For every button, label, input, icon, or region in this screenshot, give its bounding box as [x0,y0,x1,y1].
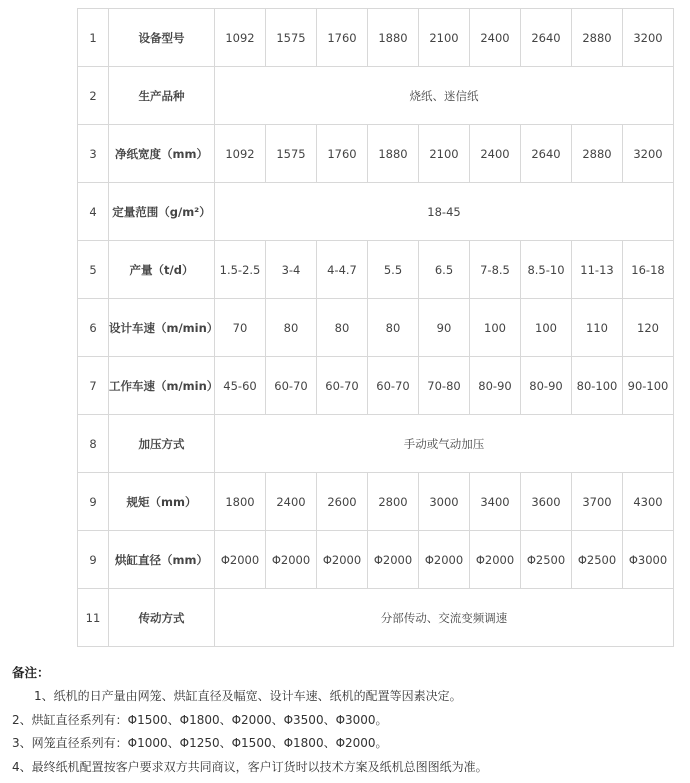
cell-value-merged: 烧纸、迷信纸 [215,67,674,125]
cell-value: 7-8.5 [470,241,521,299]
cell-value: 1575 [266,9,317,67]
cell-value: 4300 [623,473,674,531]
cell-value: Φ2000 [215,531,266,589]
cell-value: 70-80 [419,357,470,415]
cell-value: 4-4.7 [317,241,368,299]
notes-title: 备注： [12,665,50,680]
cell-value: Φ2000 [419,531,470,589]
cell-value: 1760 [317,125,368,183]
row-index: 1 [78,9,109,67]
table-row [78,67,674,125]
table-row [78,473,674,531]
cell-value: 3000 [419,473,470,531]
specification-table [77,8,674,647]
cell-value: 90 [419,299,470,357]
row-label: 生产品种 [109,67,215,125]
cell-value: 2400 [266,473,317,531]
cell-value: 60-70 [368,357,419,415]
cell-value: 80-90 [521,357,572,415]
cell-value: 2640 [521,125,572,183]
cell-value-merged: 18-45 [215,183,674,241]
cell-value: 2880 [572,9,623,67]
cell-value: 80 [368,299,419,357]
cell-value: 1.5-2.5 [215,241,266,299]
cell-value: 1092 [215,9,266,67]
note-item: 3、网笼直径系列有：Φ1000、Φ1250、Φ1500、Φ1800、Φ2000。 [12,736,388,751]
cell-value: 45-60 [215,357,266,415]
row-index: 7 [78,357,109,415]
cell-value: 11-13 [572,241,623,299]
cell-value: 1760 [317,9,368,67]
cell-value: Φ3000 [623,531,674,589]
notes-section [12,661,690,779]
cell-value-merged: 手动或气动加压 [215,415,674,473]
cell-value: 120 [623,299,674,357]
cell-value: 3200 [623,9,674,67]
cell-value: 100 [470,299,521,357]
row-label: 产量（t/d） [109,241,215,299]
cell-value: Φ2000 [317,531,368,589]
table-row [78,125,674,183]
row-index: 2 [78,67,109,125]
row-label: 规矩（mm） [109,473,215,531]
table-row [78,589,674,647]
cell-value: 16-18 [623,241,674,299]
cell-value: 1800 [215,473,266,531]
row-label: 设计车速（m/min） [109,299,215,357]
cell-value: 80-100 [572,357,623,415]
cell-value-merged: 分部传动、交流变频调速 [215,589,674,647]
cell-value: 5.5 [368,241,419,299]
cell-value: 80 [317,299,368,357]
row-label: 定量范围（g/m²） [109,183,215,241]
note-item: 2、烘缸直径系列有：Φ1500、Φ1800、Φ2000、Φ3500、Φ3000。 [12,712,388,727]
cell-value: 3600 [521,473,572,531]
note-item: 1、纸机的日产量由网笼、烘缸直径及幅宽、设计车速、纸机的配置等因素决定。 [34,689,462,704]
cell-value: 1880 [368,9,419,67]
cell-value: Φ2500 [521,531,572,589]
row-index: 4 [78,183,109,241]
cell-value: 1092 [215,125,266,183]
table-row [78,357,674,415]
cell-value: 3-4 [266,241,317,299]
row-index: 3 [78,125,109,183]
cell-value: 70 [215,299,266,357]
row-index: 11 [78,589,109,647]
cell-value: 3700 [572,473,623,531]
cell-value: 80-90 [470,357,521,415]
row-index: 9 [78,531,109,589]
table-body [78,9,674,647]
cell-value: 3400 [470,473,521,531]
cell-value: 2800 [368,473,419,531]
note-item: 4、最终纸机配置按客户要求双方共同商议，客户订货时以技术方案及纸机总图图纸为准。 [12,759,488,774]
row-label: 设备型号 [109,9,215,67]
cell-value: Φ2000 [266,531,317,589]
cell-value: 60-70 [266,357,317,415]
table-row [78,241,674,299]
table-row [78,9,674,67]
row-label: 传动方式 [109,589,215,647]
row-index: 5 [78,241,109,299]
cell-value: 90-100 [623,357,674,415]
cell-value: 2640 [521,9,572,67]
table-row [78,183,674,241]
cell-value: 2100 [419,125,470,183]
cell-value: 1880 [368,125,419,183]
cell-value: Φ2500 [572,531,623,589]
row-index: 6 [78,299,109,357]
row-label: 加压方式 [109,415,215,473]
cell-value: 1575 [266,125,317,183]
cell-value: 2100 [419,9,470,67]
row-label: 工作车速（m/min） [109,357,215,415]
cell-value: 60-70 [317,357,368,415]
row-index: 9 [78,473,109,531]
cell-value: 80 [266,299,317,357]
table-row [78,299,674,357]
spec-sheet-page [0,8,690,783]
row-label: 烘缸直径（mm） [109,531,215,589]
cell-value: 100 [521,299,572,357]
cell-value: Φ2000 [368,531,419,589]
cell-value: 3200 [623,125,674,183]
cell-value: 6.5 [419,241,470,299]
cell-value: 2880 [572,125,623,183]
cell-value: 110 [572,299,623,357]
row-label: 净纸宽度（mm） [109,125,215,183]
row-index: 8 [78,415,109,473]
cell-value: 2600 [317,473,368,531]
cell-value: 8.5-10 [521,241,572,299]
cell-value: Φ2000 [470,531,521,589]
table-row [78,415,674,473]
cell-value: 2400 [470,9,521,67]
table-row [78,531,674,589]
cell-value: 2400 [470,125,521,183]
